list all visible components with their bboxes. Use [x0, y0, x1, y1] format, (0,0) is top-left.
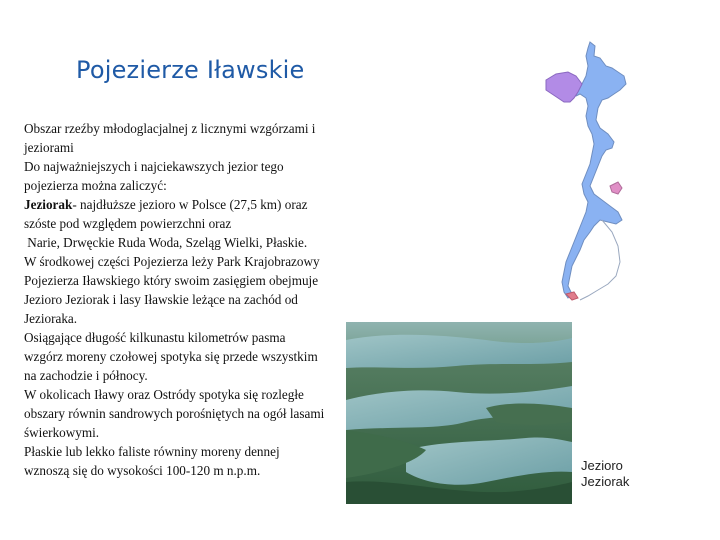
north-lake-region: [546, 72, 582, 102]
aerial-photo-svg: [346, 322, 572, 504]
forest-island-right: [486, 404, 572, 426]
paragraph-line-1: Obszar rzeźby młodoglacjalnej z licznymi wzgórzami i jeziorami: [24, 121, 316, 155]
paragraph-line-6: Osiągające długość kilkunastu kilometrów pasma wzgórz moreny czołowej spotyka się przede wszystkim na zachodzie i północy.: [24, 330, 318, 383]
south-lake-highlight: [566, 292, 578, 300]
body-text: [24, 119, 326, 480]
caption-line-1: Jezioro: [581, 458, 623, 473]
paragraph-line-4: Narie, Drwęckie Ruda Woda, Szeląg Wielki, Płaskie.: [24, 235, 308, 250]
paragraph-line-8: Płaskie lub lekko faliste równiny moreny dennej wznoszą się do wysokości 100-120 m n.p.m.: [24, 444, 280, 478]
paragraph-line-3: Jeziorak- najdłuższe jezioro w Polsce (27,5 km) oraz szóste pod względem powierzchni oraz: [24, 197, 308, 231]
jeziorak-aerial-photo: [346, 322, 572, 504]
caption-line-2: Jeziorak: [581, 474, 630, 489]
paragraph-line-5: W środkowej części Pojezierza leży Park Krajobrazowy Pojezierza Iławskiego który swoim zasięgiem obejmuje Jezioro Jeziorak i lasy Iławskie leżące na zachód od Jezioraka.: [24, 254, 320, 326]
photo-caption: [581, 458, 661, 490]
slide-title: Pojezierze Iławskie: [76, 56, 305, 84]
jeziorak-term: Jeziorak: [24, 197, 73, 212]
lake-jeziorak-map: [528, 36, 648, 336]
middle-lake-highlight: [610, 182, 622, 194]
paragraph-line-7: W okolicach Iławy oraz Ostródy spotyka się rozległe obszary równin sandrowych porośniętych na ogół lasami świerkowymi.: [24, 387, 325, 440]
lake-outline-svg: [528, 36, 648, 336]
paragraph-line-2: Do najważniejszych i najciekawszych jezior tego pojezierza można zaliczyć:: [24, 159, 284, 193]
